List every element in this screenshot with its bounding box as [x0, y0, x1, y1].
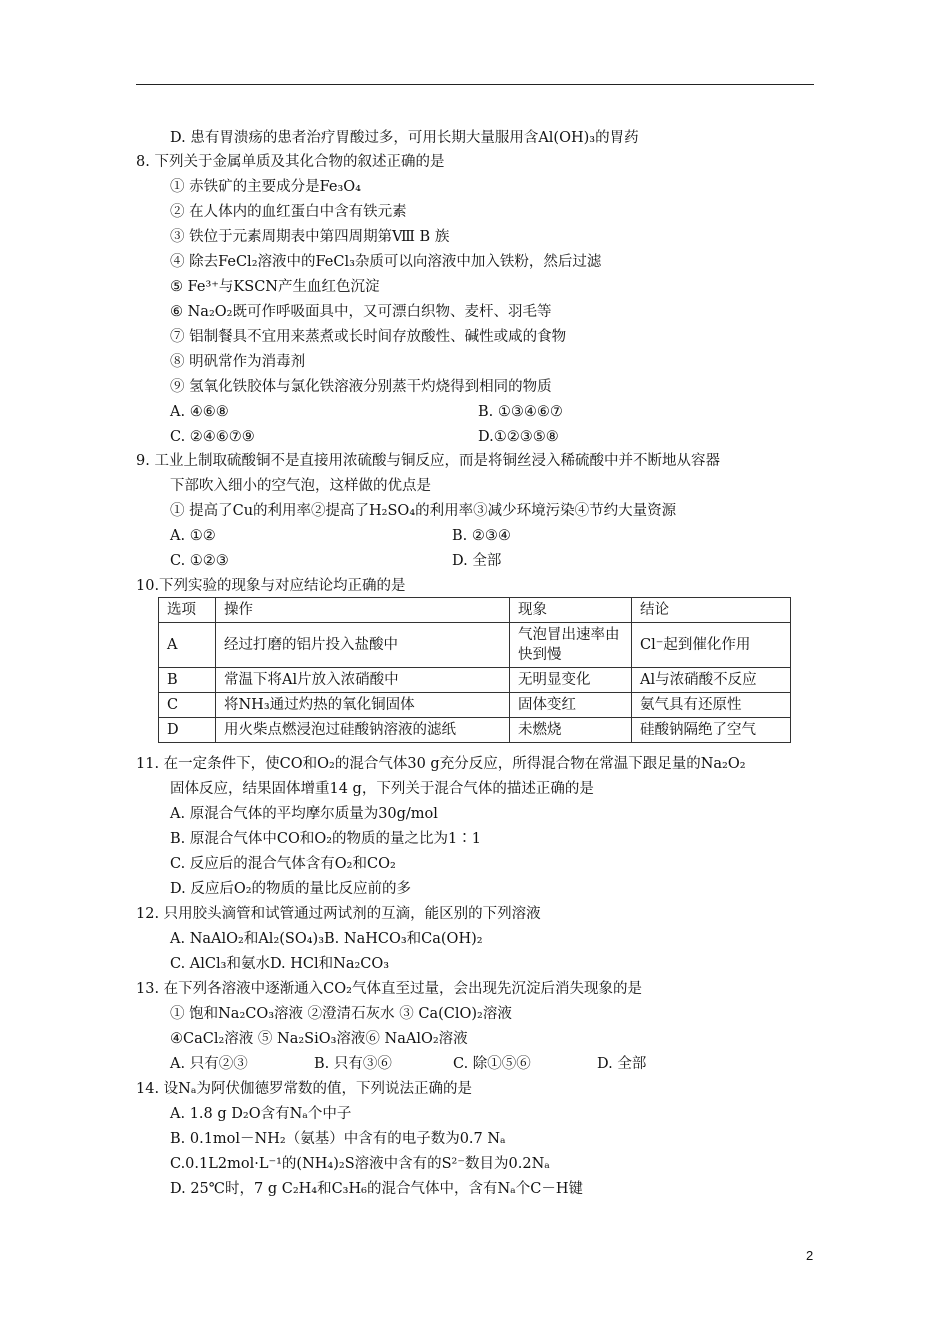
q8-option-d: D.①②③⑤⑧ — [478, 429, 559, 445]
q9-option-b: B. ②③④ — [452, 528, 511, 544]
page-number: 2 — [806, 1248, 814, 1263]
table-row — [159, 623, 791, 668]
q14-option-b: B. 0.1mol－NH₂（氨基）中含有的电子数为0.7 Nₐ — [170, 1131, 506, 1147]
q14-option-a: A. 1.8 g D₂O含有Nₐ个中子 — [170, 1106, 352, 1122]
q8-option-b: B. ①③④⑥⑦ — [478, 404, 563, 420]
table-cell: 常温下将Al片放入浓硝酸中 — [216, 668, 510, 693]
table-cell: 氨气具有还原性 — [632, 693, 791, 718]
q8-item-5: ⑤ Fe³⁺与KSCN产生血红色沉淀 — [170, 279, 380, 295]
q9-stem: 9. 工业上制取硫酸铜不是直接用浓硫酸与铜反应，而是将铜丝浸入稀硫酸中并不断地从容器 — [136, 453, 720, 469]
q11-option-d: D. 反应后O₂的物质的量比反应前的多 — [170, 881, 412, 897]
table-header-cell: 现象 — [510, 598, 632, 623]
q8-item-7: ⑦ 铝制餐具不宜用来蒸煮或长时间存放酸性、碱性或咸的食物 — [170, 329, 567, 345]
table-cell: Cl⁻起到催化作用 — [632, 623, 791, 668]
table-cell: 气泡冒出速率由快到慢 — [510, 623, 632, 668]
q11-stem-cont: 固体反应，结果固体增重14 g，下列关于混合气体的描述正确的是 — [170, 781, 594, 797]
q8-item-3: ③ 铁位于元素周期表中第四周期第Ⅷ B 族 — [170, 229, 450, 245]
q13-option-d: D. 全部 — [597, 1056, 647, 1072]
table-cell: 硅酸钠隔绝了空气 — [632, 718, 791, 743]
q9-option-a: A. ①② — [170, 528, 216, 544]
table-cell: D — [159, 718, 216, 743]
q9-items: ① 提高了Cu的利用率②提高了H₂SO₄的利用率③减少环境污染④节约大量资源 — [170, 503, 677, 519]
q12-stem: 12. 只用胶头滴管和试管通过两试剂的互滴，能区别的下列溶液 — [136, 906, 541, 922]
q8-item-9: ⑨ 氢氧化铁胶体与氯化铁溶液分别蒸干灼烧得到相同的物质 — [170, 379, 552, 395]
table-header-cell: 操作 — [216, 598, 510, 623]
q8-item-8: ⑧ 明矾常作为消毒剂 — [170, 354, 306, 370]
q14-option-c: C.0.1L2mol·L⁻¹的(NH₄)₂S溶液中含有的S²⁻数目为0.2Nₐ — [170, 1156, 550, 1172]
table-cell: 固体变红 — [510, 693, 632, 718]
table-cell: C — [159, 693, 216, 718]
header-rule — [136, 84, 814, 85]
table-cell: 无明显变化 — [510, 668, 632, 693]
table-header-cell: 选项 — [159, 598, 216, 623]
table-row — [159, 718, 791, 743]
q9-stem-cont: 下部吹入细小的空气泡，这样做的优点是 — [170, 478, 431, 494]
q11-option-b: B. 原混合气体中CO和O₂的物质的量之比为1∶1 — [170, 831, 482, 847]
q14-stem: 14. 设Nₐ为阿伏伽德罗常数的值，下列说法正确的是 — [136, 1081, 472, 1097]
table-cell: 经过打磨的铝片投入盐酸中 — [216, 623, 510, 668]
q11-stem: 11. 在一定条件下，使CO和O₂的混合气体30 g充分反应，所得混合物在常温下跟足量的Na₂O₂ — [136, 756, 746, 772]
experiment-table — [158, 597, 791, 743]
q8-option-a: A. ④⑥⑧ — [170, 404, 229, 420]
q11-option-a: A. 原混合气体的平均摩尔质量为30g/mol — [170, 806, 438, 822]
q10-stem: 10.下列实验的现象与对应结论均正确的是 — [136, 578, 406, 594]
q8-item-4: ④ 除去FeCl₂溶液中的FeCl₃杂质可以向溶液中加入铁粉，然后过滤 — [170, 254, 602, 270]
table-cell: B — [159, 668, 216, 693]
q13-option-b: B. 只有③⑥ — [314, 1056, 392, 1072]
q9-option-d: D. 全部 — [452, 553, 502, 569]
q8-item-2: ② 在人体内的血红蛋白中含有铁元素 — [170, 204, 407, 220]
q7-option-d: D. 患有胃溃疡的患者治疗胃酸过多，可用长期大量服用含Al(OH)₃的胃药 — [170, 130, 639, 146]
q9-option-c: C. ①②③ — [170, 553, 229, 569]
table-cell: A — [159, 623, 216, 668]
table-cell: 用火柴点燃浸泡过硅酸钠溶液的滤纸 — [216, 718, 510, 743]
q13-option-c: C. 除①⑤⑥ — [453, 1056, 531, 1072]
table-header-cell: 结论 — [632, 598, 791, 623]
q12-options-cd: C. AlCl₃和氨水D. HCl和Na₂CO₃ — [170, 956, 390, 972]
table-cell: 未燃烧 — [510, 718, 632, 743]
q11-option-c: C. 反应后的混合气体含有O₂和CO₂ — [170, 856, 396, 872]
table-header-row — [159, 598, 791, 623]
q8-item-1: ① 赤铁矿的主要成分是Fe₃O₄ — [170, 179, 361, 195]
q8-option-c: C. ②④⑥⑦⑨ — [170, 429, 255, 445]
table-cell: Al与浓硝酸不反应 — [632, 668, 791, 693]
q13-items-1: ① 饱和Na₂CO₃溶液 ②澄清石灰水 ③ Ca(ClO)₂溶液 — [170, 1006, 512, 1022]
q13-stem: 13. 在下列各溶液中逐渐通入CO₂气体直至过量，会出现先沉淀后消失现象的是 — [136, 981, 642, 997]
table-row — [159, 693, 791, 718]
q14-option-d: D. 25℃时，7 g C₂H₄和C₃H₆的混合气体中，含有Nₐ个C－H键 — [170, 1181, 583, 1197]
table-cell: 将NH₃通过灼热的氧化铜固体 — [216, 693, 510, 718]
q8-item-6: ⑥ Na₂O₂既可作呼吸面具中，又可漂白织物、麦杆、羽毛等 — [170, 304, 552, 320]
table-row — [159, 668, 791, 693]
q8-stem: 8. 下列关于金属单质及其化合物的叙述正确的是 — [136, 154, 445, 170]
q12-options-ab: A. NaAlO₂和Al₂(SO₄)₃B. NaHCO₃和Ca(OH)₂ — [170, 931, 483, 947]
q13-items-2: ④CaCl₂溶液 ⑤ Na₂SiO₃溶液⑥ NaAlO₂溶液 — [170, 1031, 468, 1047]
q13-option-a: A. 只有②③ — [170, 1056, 248, 1072]
